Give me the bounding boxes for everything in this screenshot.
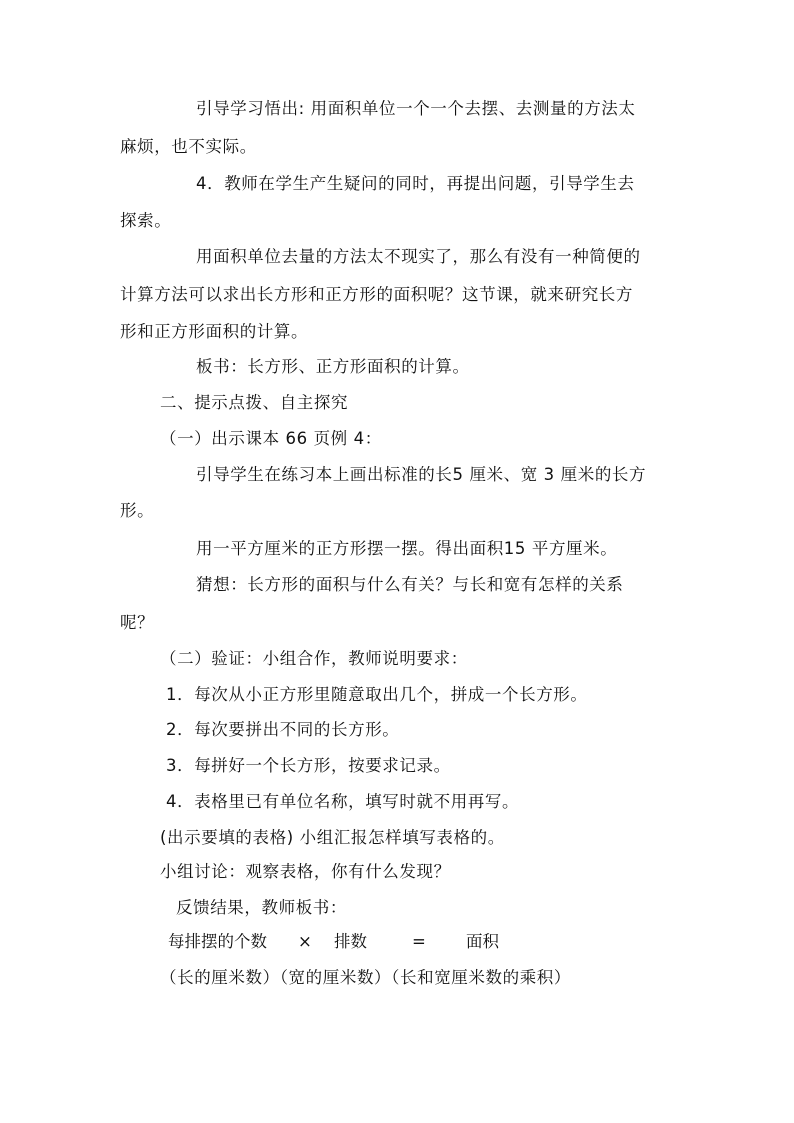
formula-times-sign: ×: [298, 932, 312, 951]
list-item: 3．每拼好一个长方形，按要求记录。: [166, 756, 451, 775]
paragraph-line: 用面积单位去量的方法太不现实了，那么有没有一种简便的: [196, 247, 641, 266]
paragraph-line: 猜想：长方形的面积与什么有关？与长和宽有怎样的关系: [196, 575, 624, 594]
paragraph-line: 形。: [120, 501, 155, 520]
paragraph-line: 板书：长方形、正方形面积的计算。: [196, 357, 470, 376]
paragraph-line: 引导学生在练习本上画出标准的长5 厘米、宽 3 厘米的长方: [196, 465, 647, 484]
list-item: 2．每次要拼出不同的长方形。: [166, 720, 400, 739]
list-item: 1．每次从小正方形里随意取出几个，拼成一个长方形。: [166, 685, 588, 704]
paragraph-line: 用一平方厘米的正方形摆一摆。得出面积15 平方厘米。: [196, 539, 618, 558]
paragraph-line: 引导学习悟出: 用面积单位一个一个去摆、去测量的方法太: [196, 99, 636, 118]
paragraph-line: 4．教师在学生产生疑问的同时，再提出问题，引导学生去: [196, 174, 635, 193]
paragraph-line: 呢？: [120, 613, 155, 632]
section-heading: 二、提示点拨、自主探究: [160, 393, 349, 412]
formula-term-rows: 排数: [334, 932, 367, 951]
subsection-heading: （一）出示课本 66 页例 4：: [160, 429, 382, 448]
paragraph-line: 计算方法可以求出长方形和正方形的面积呢？这节课，就来研究长方: [120, 285, 633, 304]
formula-equals-sign: =: [412, 932, 426, 951]
formula-term-per-row: 每排摆的个数: [168, 932, 267, 951]
paragraph-line: 反馈结果，教师板书：: [176, 898, 347, 917]
subsection-heading: （二）验证：小组合作，教师说明要求：: [160, 649, 468, 668]
formula-term-area: 面积: [466, 932, 499, 951]
paragraph-line: 探索。: [120, 211, 172, 230]
paragraph-line: (出示要填的表格) 小组汇报怎样填写表格的。: [160, 828, 505, 847]
formula-notes: （长的厘米数）（宽的厘米数）（长和宽厘米数的乘积）: [160, 968, 571, 987]
paragraph-line: 形和正方形面积的计算。: [120, 322, 309, 341]
paragraph-line: 小组讨论：观察表格，你有什么发现？: [160, 862, 451, 881]
paragraph-line: 麻烦，也不实际。: [120, 137, 257, 156]
list-item: 4．表格里已有单位名称，填写时就不用再写。: [166, 792, 520, 811]
